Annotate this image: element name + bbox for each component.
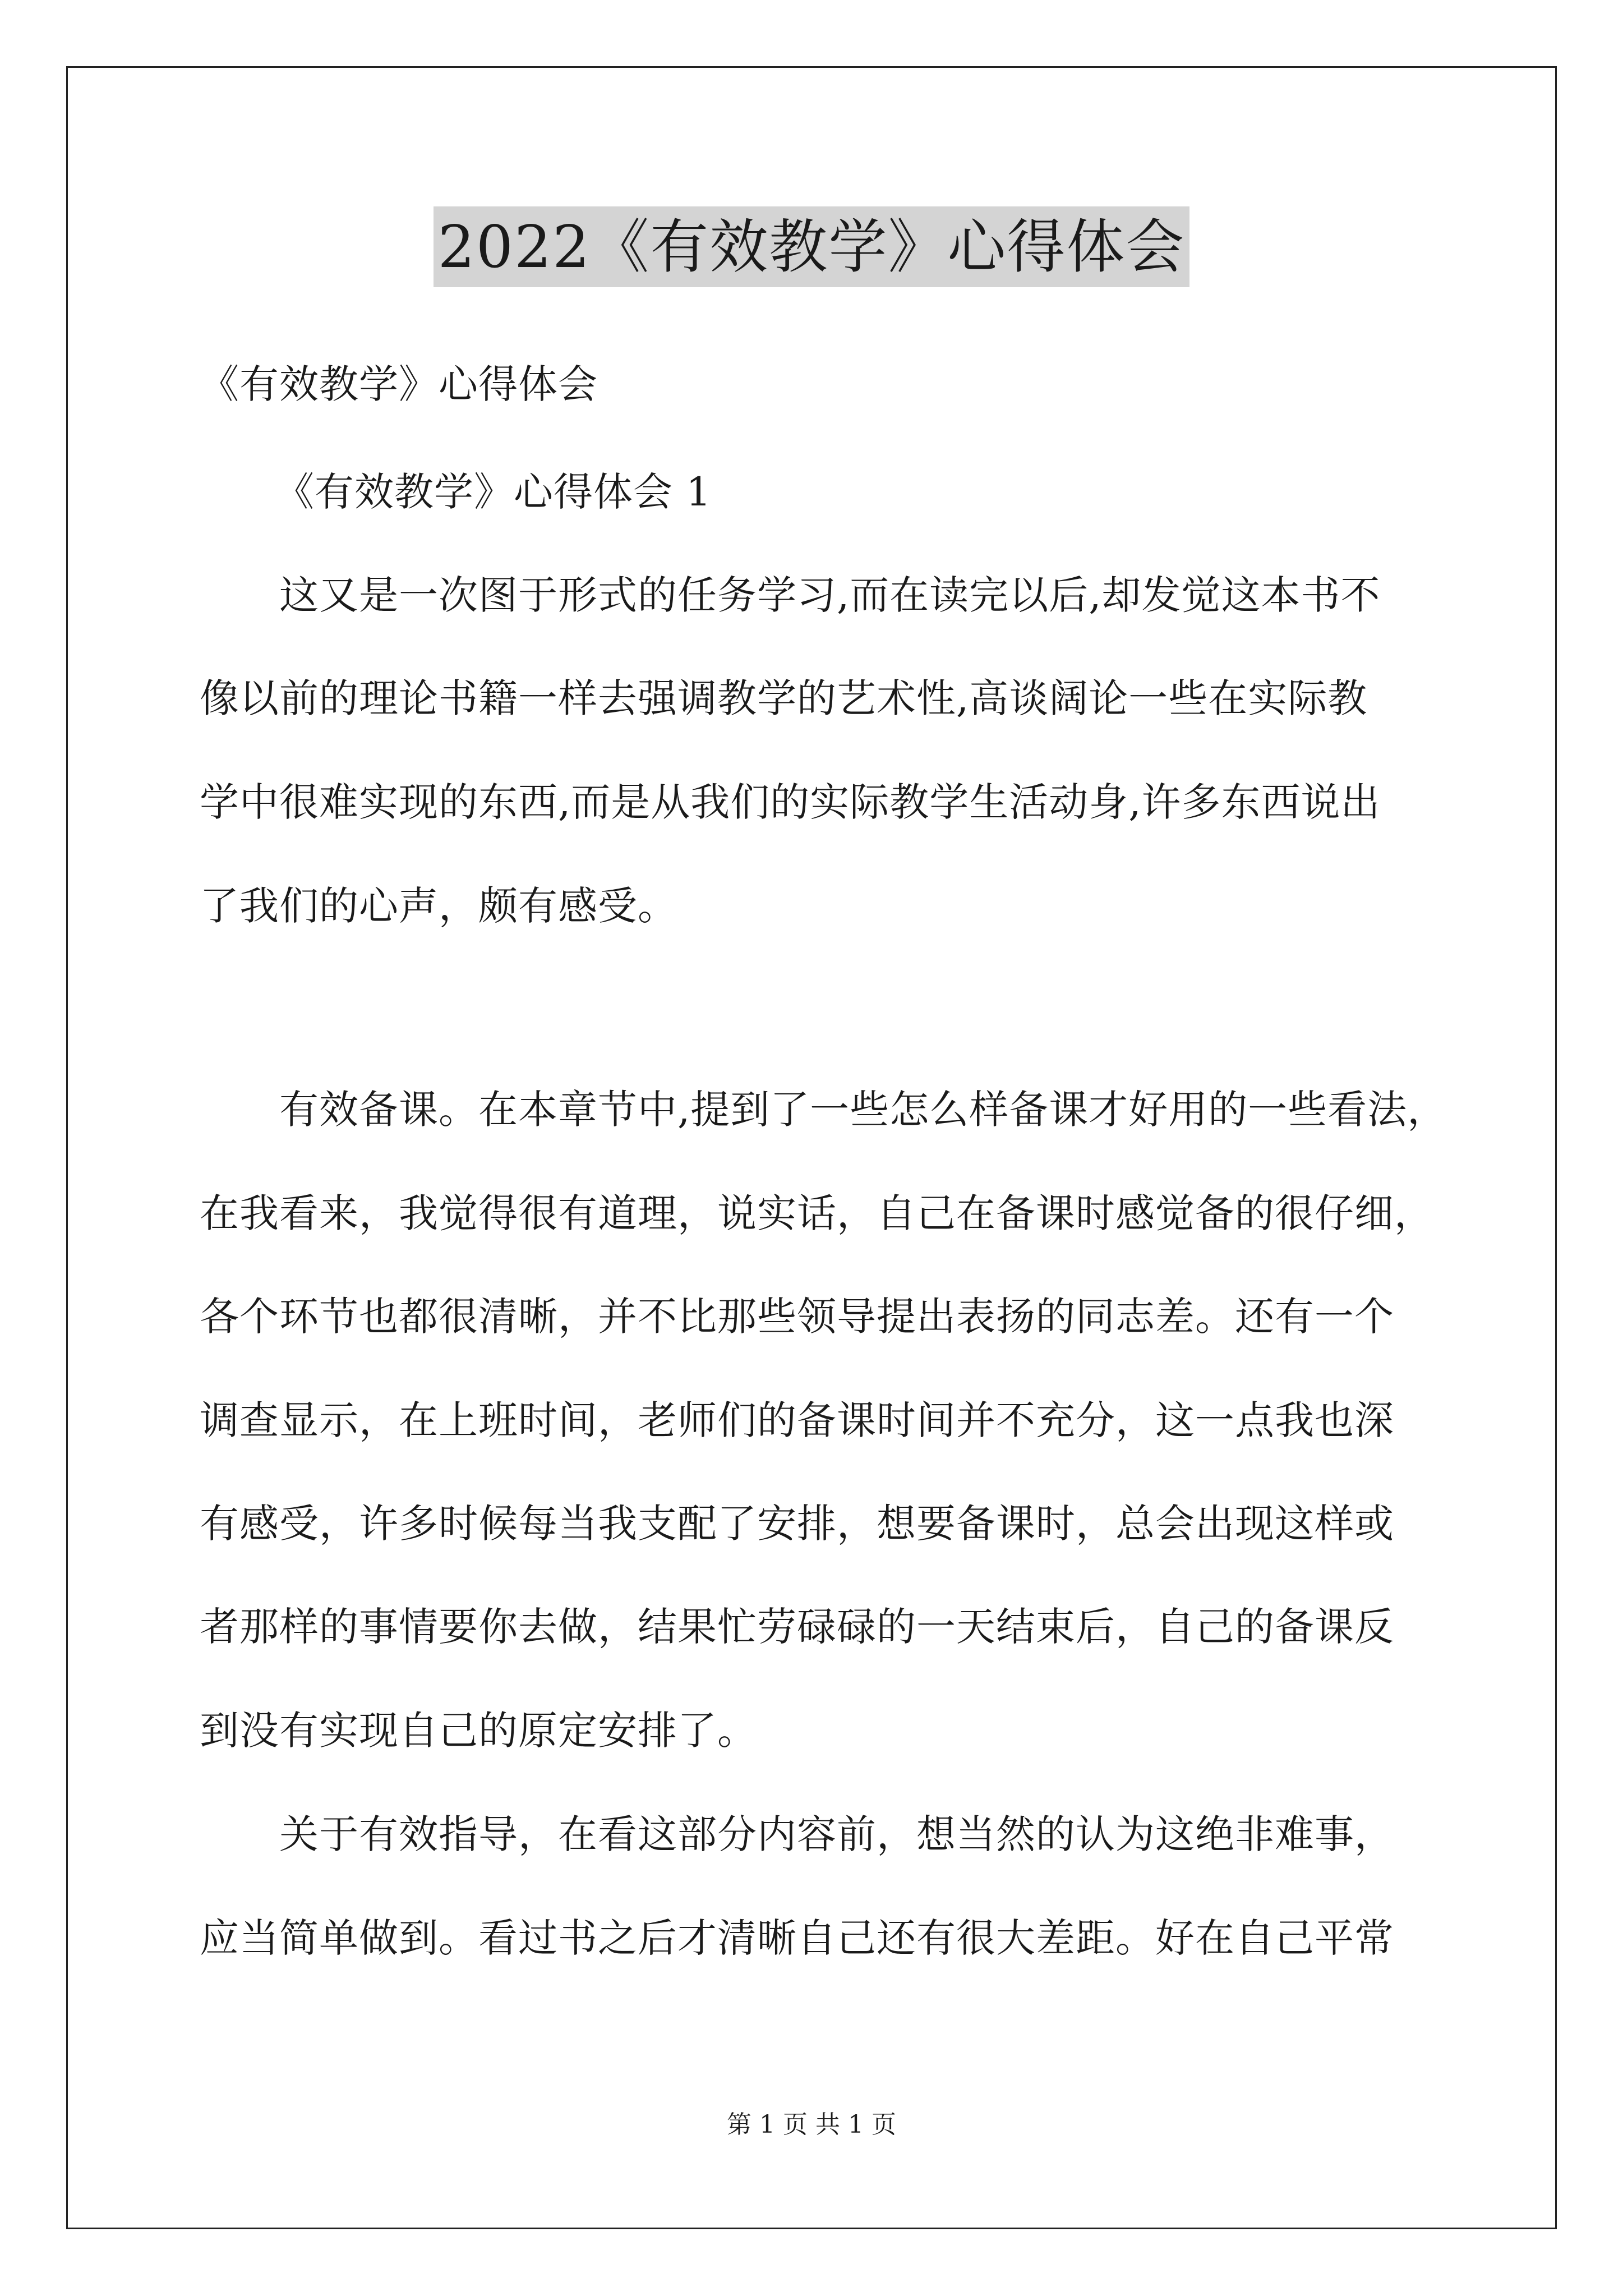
paragraph-line: 学中很难实现的东西,而是从我们的实际教学生活动身,许多东西说出	[200, 779, 1381, 825]
document-title: 2022《有效教学》心得体会	[434, 206, 1190, 287]
paragraph-line: 到没有实现自己的原定安排了。	[200, 1708, 757, 1754]
paragraph-line: 了我们的心声，颇有感受。	[200, 883, 677, 929]
paragraph-line: 调查显示，在上班时间，老师们的备课时间并不充分，这一点我也深	[200, 1397, 1394, 1443]
title-area	[0, 206, 1623, 287]
paragraph-line: 者那样的事情要你去做，结果忙劳碌碌的一天结束后，自己的备课反	[200, 1604, 1394, 1650]
paragraph-line: 有效备课。在本章节中,提到了一些怎么样备课才好用的一些看法，	[279, 1087, 1447, 1133]
paragraph-line: 像以前的理论书籍一样去强调教学的艺术性,高谈阔论一些在实际教	[200, 675, 1368, 721]
paragraph-line: 有感受，许多时候每当我支配了安排，想要备课时，总会出现这样或	[200, 1501, 1394, 1547]
paragraph-line: 应当简单做到。看过书之后才清晰自己还有很大差距。好在自己平常	[200, 1915, 1394, 1961]
paragraph-line: 在我看来，我觉得很有道理，说实话，自己在备课时感觉备的很仔细，	[200, 1190, 1434, 1236]
paragraph-line: 这又是一次图于形式的任务学习,而在读完以后,却发觉这本书不	[279, 572, 1381, 618]
paragraph-line: 各个环节也都很清晰，并不比那些领导提出表扬的同志差。还有一个	[200, 1294, 1394, 1340]
paragraph-line: 关于有效指导，在看这部分内容前，想当然的认为这绝非难事，	[279, 1811, 1394, 1857]
section-heading: 《有效教学》心得体会 1	[275, 469, 712, 515]
page-number: 第 1 页 共 1 页	[727, 2110, 896, 2139]
document-subtitle: 《有效教学》心得体会	[200, 361, 598, 407]
